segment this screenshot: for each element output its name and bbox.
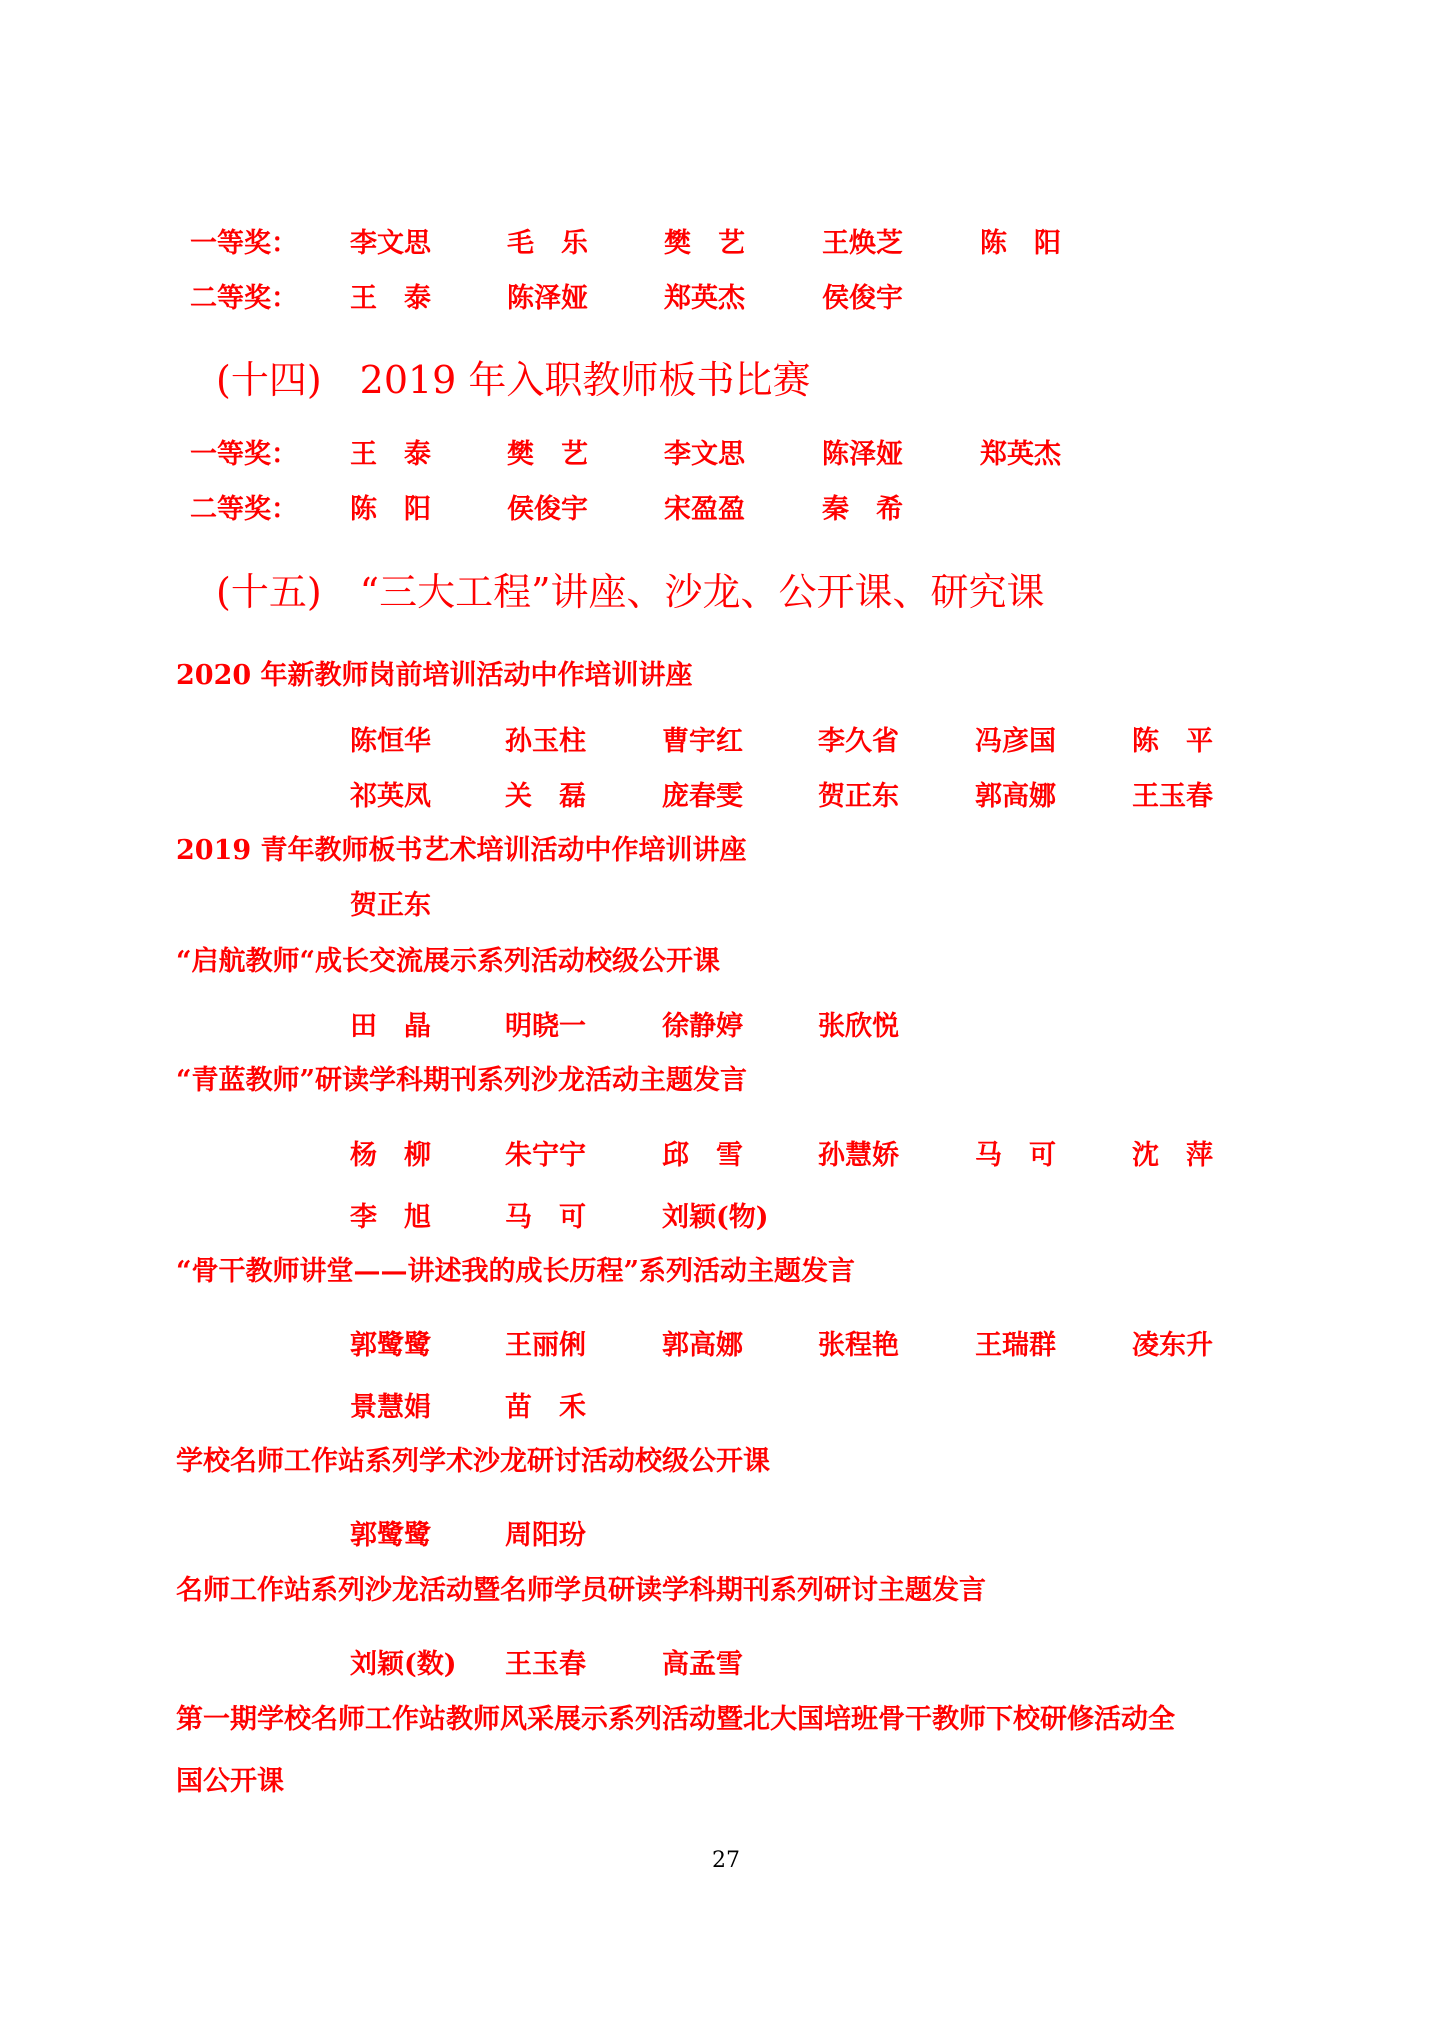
- name: 陈 阳: [980, 228, 1061, 259]
- name: 郭高娜: [662, 1330, 743, 1361]
- name: 宋盈盈: [664, 494, 745, 525]
- first-prize-label: 一等奖：: [190, 439, 298, 470]
- name: 郭高娜: [975, 781, 1056, 812]
- name: 王瑞群: [975, 1330, 1056, 1361]
- name: 祁英凤: [350, 781, 431, 812]
- name: 王丽俐: [505, 1330, 586, 1361]
- name: 郭鹭鹭: [350, 1520, 431, 1551]
- item-title-continued: 国公开课: [176, 1766, 284, 1797]
- name: 侯俊宇: [822, 283, 903, 314]
- item-title: 名师工作站系列沙龙活动暨名师学员研读学科期刊系列研讨主题发言: [176, 1575, 986, 1606]
- name: 樊 艺: [507, 439, 588, 470]
- name: 邱 雪: [662, 1140, 743, 1171]
- name: 刘颖(物): [662, 1202, 769, 1233]
- name: 刘颖(数): [350, 1649, 457, 1680]
- name: 陈泽娅: [822, 439, 903, 470]
- name: 张欣悦: [818, 1011, 899, 1042]
- name: 王 泰: [350, 283, 431, 314]
- item-title: 2020 年新教师岗前培训活动中作培训讲座: [176, 660, 693, 691]
- name: 陈 平: [1132, 726, 1213, 757]
- item-title: 2019 青年教师板书艺术培训活动中作培训讲座: [176, 835, 747, 866]
- name: 樊 艺: [664, 228, 745, 259]
- item-title: 学校名师工作站系列学术沙龙研讨活动校级公开课: [176, 1446, 770, 1477]
- name: 田 晶: [350, 1011, 431, 1042]
- name: 沈 萍: [1132, 1140, 1213, 1171]
- name: 郑英杰: [980, 439, 1061, 470]
- item-title: “启航教师“成长交流展示系列活动校级公开课: [176, 946, 721, 977]
- name: 陈 阳: [350, 494, 431, 525]
- name: 贺正东: [350, 890, 431, 921]
- name: 苗 禾: [505, 1392, 586, 1423]
- name: 马 可: [975, 1140, 1056, 1171]
- name: 凌东升: [1132, 1330, 1213, 1361]
- name: 秦 希: [822, 494, 903, 525]
- name: 曹宇红: [662, 726, 743, 757]
- item-title: 第一期学校名师工作站教师风采展示系列活动暨北大国培班骨干教师下校研修活动全: [176, 1704, 1175, 1735]
- name: 李久省: [818, 726, 899, 757]
- name: 王玉春: [505, 1649, 586, 1680]
- first-prize-label: 一等奖：: [190, 228, 298, 259]
- section-heading: (十四) 2019 年入职教师板书比赛: [216, 358, 811, 402]
- name: 孙慧娇: [818, 1140, 899, 1171]
- name: 李文思: [350, 228, 431, 259]
- name: 朱宁宁: [505, 1140, 586, 1171]
- name: 明晓一: [505, 1011, 586, 1042]
- name: 孙玉柱: [505, 726, 586, 757]
- name: 郭鹭鹭: [350, 1330, 431, 1361]
- name: 徐静婷: [662, 1011, 743, 1042]
- name: 陈泽娅: [507, 283, 588, 314]
- name: 毛 乐: [507, 228, 588, 259]
- name: 周阳玢: [505, 1520, 586, 1551]
- name: 陈恒华: [350, 726, 431, 757]
- section-heading: (十五) “三大工程”讲座、沙龙、公开课、研究课: [216, 570, 1045, 614]
- name: 杨 柳: [350, 1140, 431, 1171]
- item-title: “骨干教师讲堂——讲述我的成长历程”系列活动主题发言: [176, 1256, 856, 1287]
- name: 侯俊宇: [507, 494, 588, 525]
- name: 景慧娟: [350, 1392, 431, 1423]
- name: 王焕芝: [822, 228, 903, 259]
- name: 冯彦国: [975, 726, 1056, 757]
- name: 庞春雯: [662, 781, 743, 812]
- item-title: “青蓝教师”研读学科期刊系列沙龙活动主题发言: [176, 1065, 748, 1096]
- name: 马 可: [505, 1202, 586, 1233]
- name: 张程艳: [818, 1330, 899, 1361]
- name: 郑英杰: [664, 283, 745, 314]
- name: 高孟雪: [662, 1649, 743, 1680]
- name: 李 旭: [350, 1202, 431, 1233]
- name: 关 磊: [505, 781, 586, 812]
- second-prize-label: 二等奖：: [190, 283, 298, 314]
- name: 王玉春: [1132, 781, 1213, 812]
- name: 王 泰: [350, 439, 431, 470]
- page-number: 27: [712, 1848, 740, 1873]
- name: 贺正东: [818, 781, 899, 812]
- second-prize-label: 二等奖：: [190, 494, 298, 525]
- name: 李文思: [664, 439, 745, 470]
